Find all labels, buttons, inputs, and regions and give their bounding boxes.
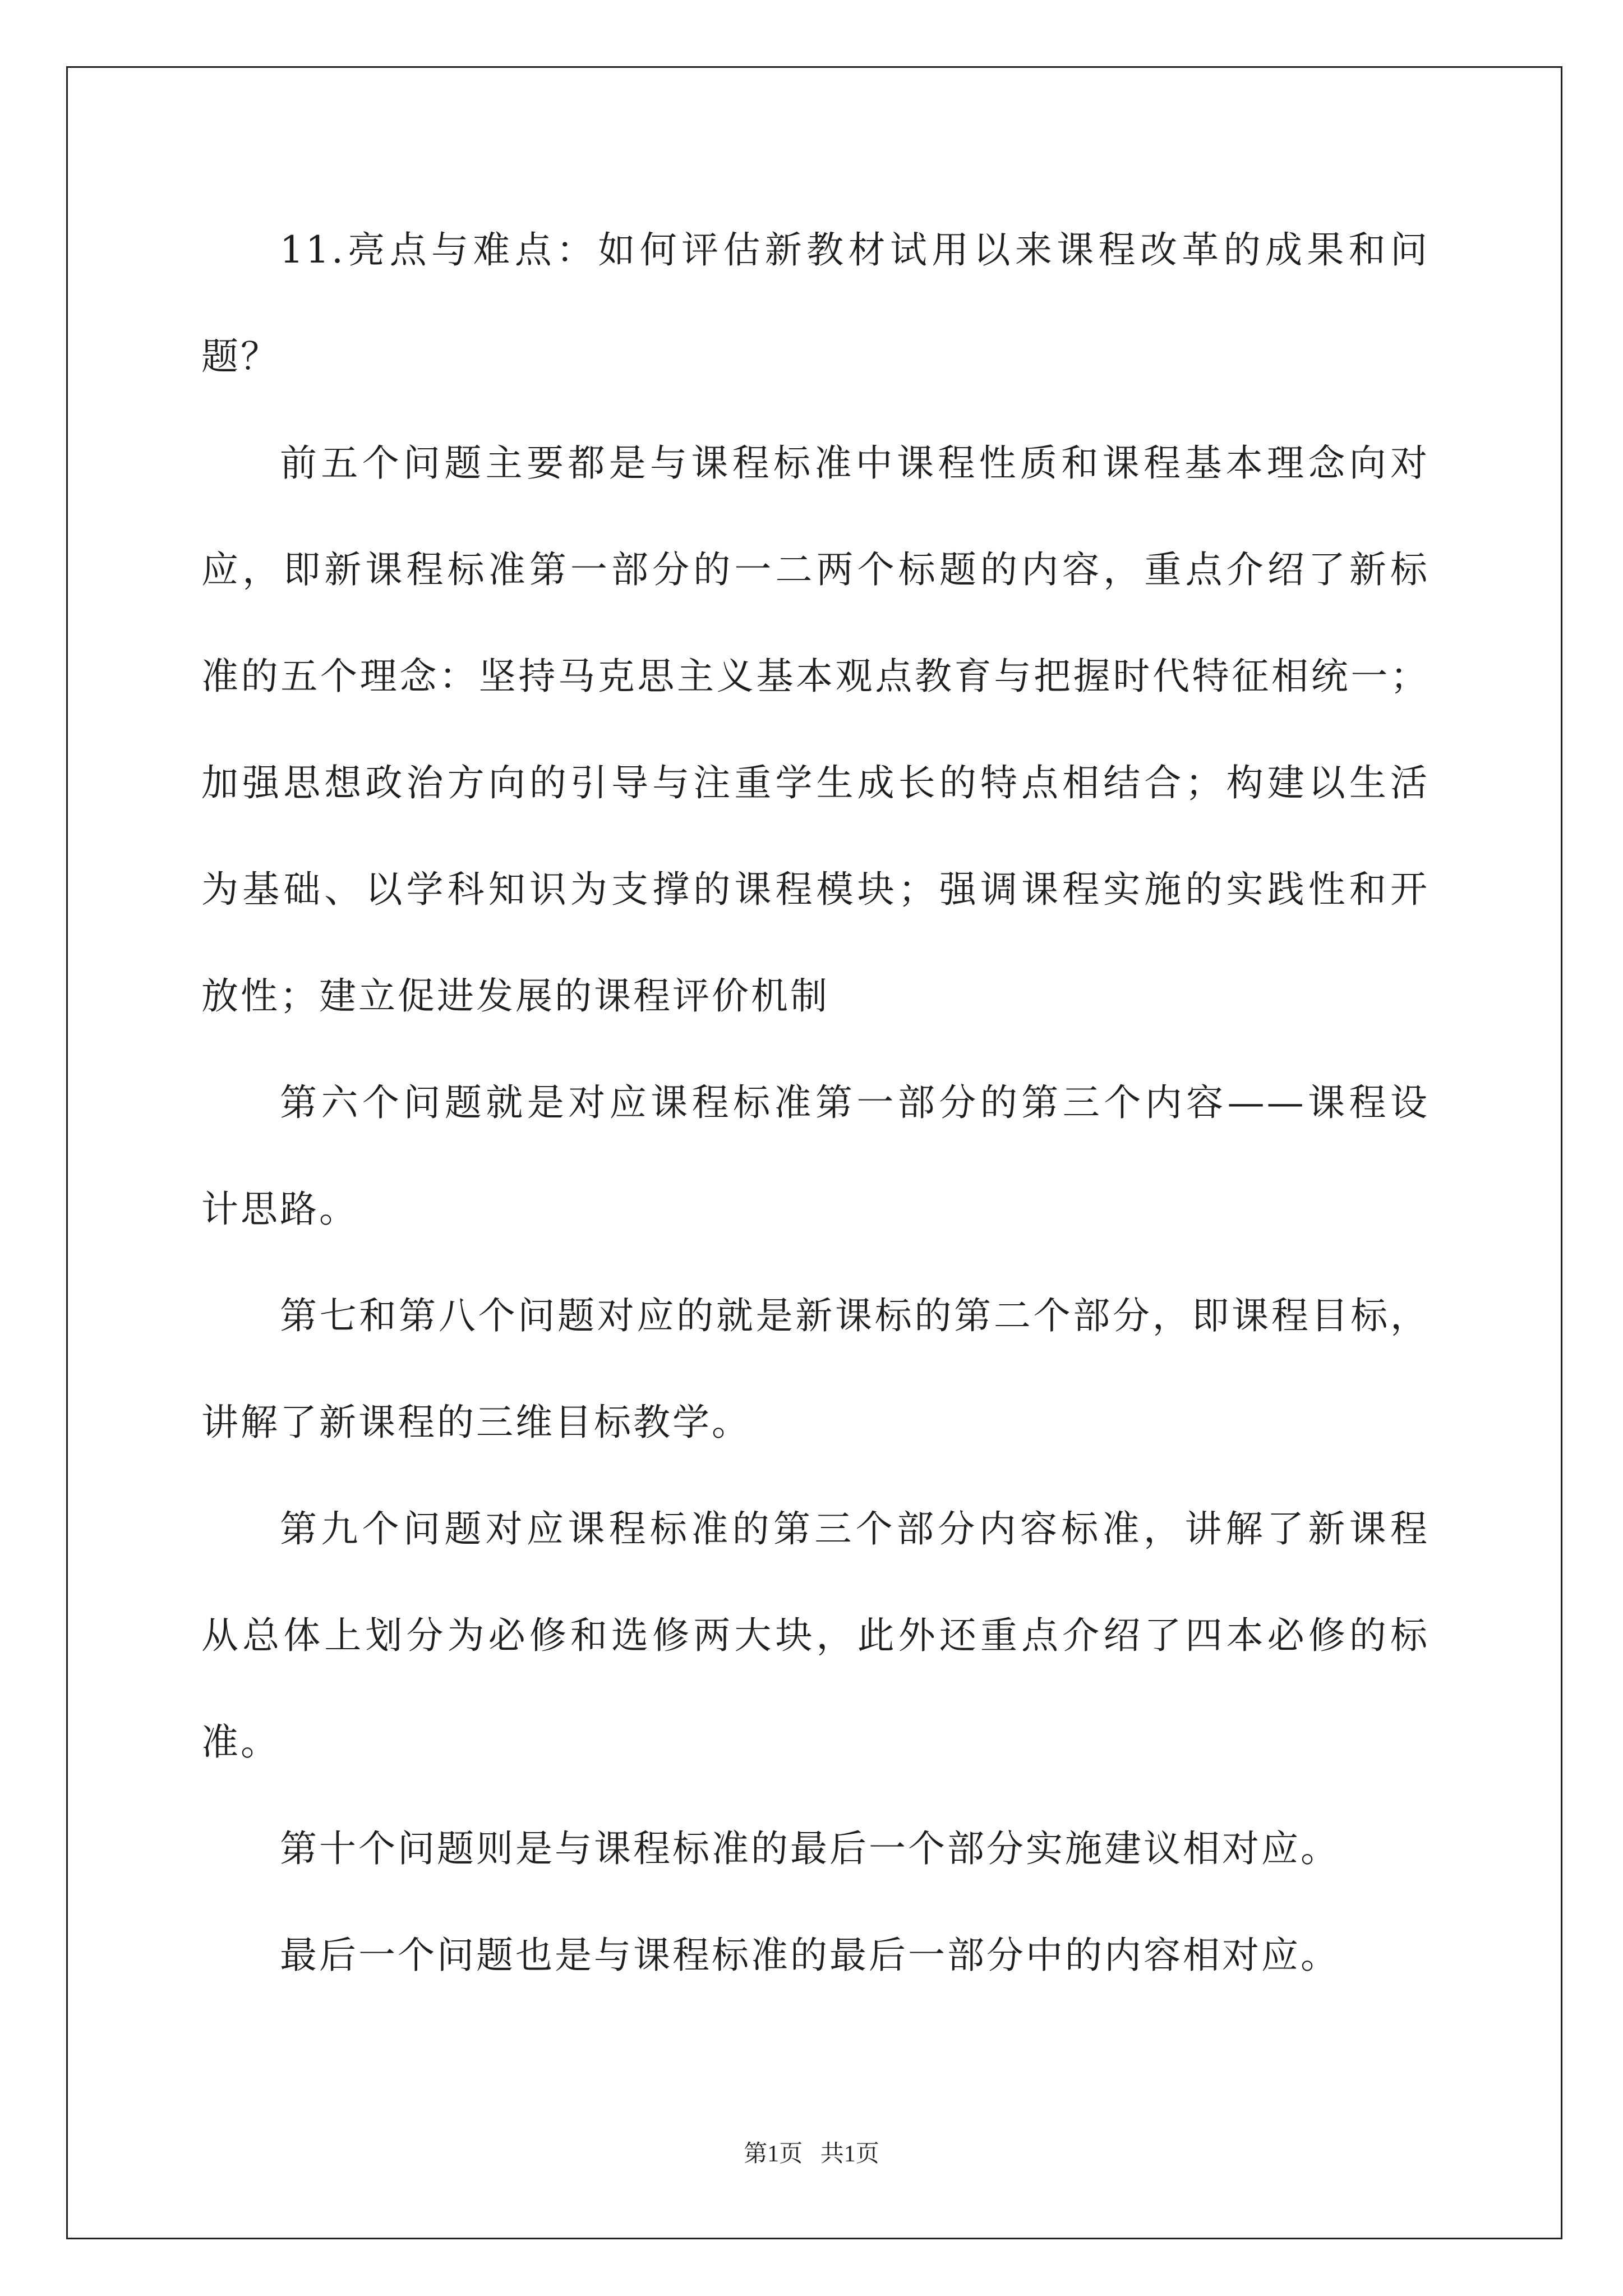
text-line: 为基础、以学科知识为支撑的课程模块；强调课程实施的实践性和开 bbox=[201, 868, 1430, 911]
paragraph-4 bbox=[201, 1263, 1430, 1476]
paragraph-7 bbox=[201, 1902, 1430, 2009]
text-line: 准的五个理念：坚持马克思主义基本观点教育与把握时代特征相统一； bbox=[201, 655, 1430, 698]
text-line: 放性；建立促进发展的课程评价机制 bbox=[201, 974, 829, 1018]
page-number-footer: 第1页 共1页 bbox=[744, 2141, 879, 2167]
text-line: 准。 bbox=[201, 1720, 280, 1764]
text-line: 应，即新课程标准第一部分的一二两个标题的内容，重点介绍了新标 bbox=[201, 548, 1430, 591]
text-line: 第十个问题则是与课程标准的最后一个部分实施建议相对应。 bbox=[280, 1827, 1340, 1870]
paragraph-5 bbox=[201, 1476, 1430, 1796]
text-line: 第六个问题就是对应课程标准第一部分的第三个内容——课程设 bbox=[280, 1081, 1430, 1124]
document-body bbox=[201, 197, 1430, 2009]
text-line: 讲解了新课程的三维目标教学。 bbox=[201, 1401, 751, 1444]
paragraph-3 bbox=[201, 1050, 1430, 1263]
text-line: 计思路。 bbox=[201, 1188, 358, 1231]
paragraph-1 bbox=[201, 197, 1430, 410]
paragraph-2 bbox=[201, 410, 1430, 1050]
text-line: 从总体上划分为必修和选修两大块，此外还重点介绍了四本必修的标 bbox=[201, 1614, 1430, 1657]
text-line: 第九个问题对应课程标准的第三个部分内容标准，讲解了新课程 bbox=[280, 1507, 1430, 1550]
text-line: 11.亮点与难点：如何评估新教材试用以来课程改革的成果和问 bbox=[280, 228, 1430, 272]
text-line: 题？ bbox=[201, 335, 280, 378]
text-line: 最后一个问题也是与课程标准的最后一部分中的内容相对应。 bbox=[280, 1934, 1340, 1977]
text-line: 前五个问题主要都是与课程标准中课程性质和课程基本理念向对 bbox=[280, 441, 1430, 485]
text-line: 加强思想政治方向的引导与注重学生成长的特点相结合；构建以生活 bbox=[201, 761, 1430, 804]
paragraph-6 bbox=[201, 1796, 1430, 1902]
text-line: 第七和第八个问题对应的就是新课标的第二个部分，即课程目标， bbox=[280, 1294, 1430, 1337]
